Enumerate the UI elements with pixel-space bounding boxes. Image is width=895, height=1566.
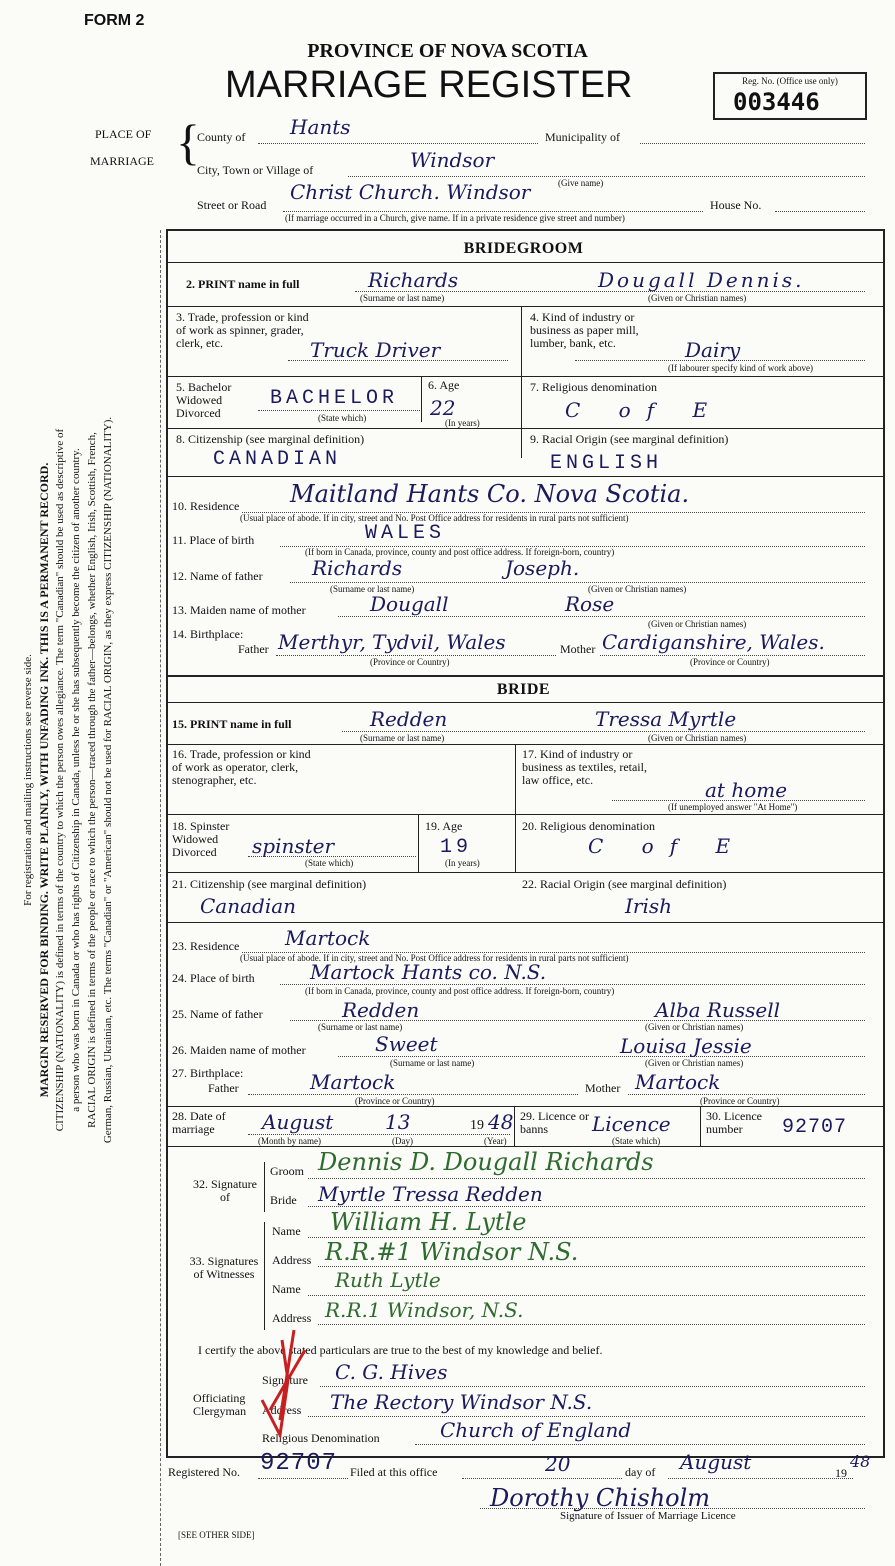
licence-type: Licence	[592, 1112, 671, 1136]
groom-mother-birth-caption: (Province or Country)	[690, 657, 770, 667]
margin-line-1: For registration and mailing instructions see reverse side.	[22, 654, 34, 906]
groom-mother-given-caption: (Given or Christian names)	[648, 619, 747, 629]
groom-trade-label: 3. Trade, profession or kind of work as spinner, grader, clerk, etc.	[176, 310, 309, 350]
margin-line-4: a person who was born in Canada or who has rights of Citizenship in Canada, unless he or she has subsequently become the citizen of another country.	[70, 448, 82, 1112]
place-of-label: PLACE OF	[95, 127, 152, 141]
groom-father-given: Joseph.	[505, 556, 580, 580]
see-other-side: [SEE OTHER SIDE]	[178, 1530, 255, 1540]
bride-father-surname: Redden	[342, 998, 420, 1022]
groom-father-surname: Richards	[312, 556, 403, 580]
groom-parents-birthplace-label: 14. Birthplace:	[172, 627, 244, 641]
marriage-date-label: 28. Date of marriage	[172, 1109, 226, 1136]
groom-father-label: 12. Name of father	[172, 569, 263, 583]
groom-given-names: Dougall Dennis.	[598, 268, 805, 292]
groom-residence-label: 10. Residence	[172, 499, 240, 513]
bride-father-given-caption: (Given or Christian names)	[645, 1022, 744, 1032]
bride-birthplace-caption: (If born in Canada, province, county and post office address. If foreign-born, country)	[305, 986, 615, 996]
bride-father-birthplace: Martock	[310, 1070, 396, 1094]
street-note: (If marriage occurred in a Church, give name. If in a private residence give street and number)	[285, 213, 625, 223]
bridegroom-heading: BRIDEGROOM	[463, 240, 584, 257]
groom-status: BACHELOR	[270, 387, 399, 410]
bride-surname-caption: (Surname or last name)	[360, 733, 445, 743]
licence-type-caption: (State which)	[612, 1136, 661, 1146]
groom-father-given-caption: (Given or Christian names)	[588, 584, 687, 594]
bride-mother-surname-caption: (Surname or last name)	[390, 1058, 475, 1068]
city-label: City, Town or Village of	[197, 163, 314, 177]
bride-mother-given: Louisa Jessie	[620, 1034, 752, 1058]
groom-industry-label: 4. Kind of industry or business as paper mill, lumber, bank, etc.	[530, 310, 639, 350]
w2-address-label: Address	[272, 1311, 312, 1325]
groom-father-birthplace: Merthyr, Tydvil, Wales	[278, 630, 506, 654]
margin-line-3: CITIZENSHIP (NATIONALITY) is defined in terms of the country to which the person owes allegiance. The term "Canadian" should be used as descriptive of	[54, 428, 66, 1132]
margin-instructions	[20, 40, 160, 1520]
reg-no-value: 003446	[733, 88, 820, 116]
groom-religion: C of E	[565, 398, 724, 422]
clergy-address-label: Address	[262, 1403, 302, 1417]
bride-mother-birth-label: Mother	[585, 1081, 621, 1095]
bride-mother-given-caption: (Given or Christian names)	[645, 1058, 744, 1068]
bride-citizenship-label: 21. Citizenship (see marginal definition)	[172, 877, 367, 891]
province-heading: PROVINCE OF NOVA SCOTIA	[307, 40, 588, 62]
filed-year-prefix: 19	[835, 1466, 847, 1480]
groom-birthplace-label: 11. Place of birth	[172, 533, 255, 547]
clergy-denomination: Church of England	[440, 1418, 632, 1442]
bride-name-label: 15. PRINT name in full	[172, 717, 292, 731]
margin-line-2: MARGIN RESERVED FOR BINDING. WRITE PLAINLY, WITH UNFADING INK. THIS IS A PERMANENT RECORD.	[37, 462, 51, 1098]
witness1-address: R.R.#1 Windsor N.S.	[325, 1238, 579, 1266]
clergy-address: The Rectory Windsor N.S.	[330, 1390, 593, 1414]
groom-citizenship-label: 8. Citizenship (see marginal definition)	[176, 432, 365, 446]
issuer-label: Signature of Issuer of Marriage Licence	[560, 1510, 736, 1522]
bride-father-given: Alba Russell	[655, 998, 781, 1022]
street-value: Christ Church. Windsor	[290, 180, 531, 204]
bride-heading: BRIDE	[496, 681, 551, 698]
marriage-year: 48	[488, 1110, 514, 1134]
groom-residence-caption: (Usual place of abode. If in city, street and No. Post Office address for residents in rural parts not sufficient)	[240, 513, 629, 523]
bride-father-surname-caption: (Surname or last name)	[318, 1022, 403, 1032]
margin-line-6: German, Russian, Ukrainian, etc. The terms "Canadian" or "American" should not be used for RACIAL ORIGIN, as they express CITIZENSHIP (NATIONALITY).	[102, 416, 114, 1144]
registered-no-label: Registered No.	[168, 1465, 240, 1479]
groom-age-caption: (In years)	[445, 418, 480, 428]
licence-number: 92707	[782, 1116, 848, 1139]
bride-birthplace: Martock Hants co. N.S.	[310, 960, 547, 984]
bride-citizenship: Canadian	[200, 894, 297, 918]
clergy-signature: C. G. Hives	[335, 1360, 448, 1384]
bride-given-names: Tressa Myrtle	[595, 707, 737, 731]
groom-signature: Dennis D. Dougall Richards	[318, 1148, 654, 1176]
bride-mother-surname: Sweet	[375, 1032, 438, 1056]
signature-of-label: 32. Signature of	[193, 1177, 257, 1204]
w2-name-label: Name	[272, 1282, 301, 1296]
groom-father-surname-caption: (Surname or last name)	[330, 584, 415, 594]
bride-status: spinster	[252, 834, 335, 858]
bride-age-label: 19. Age	[425, 819, 463, 833]
officiating-clergyman-label: Officiating Clergyman	[193, 1391, 247, 1418]
red-check-mark	[250, 1320, 320, 1440]
form-number: FORM 2	[84, 12, 145, 29]
bride-industry-label: 17. Kind of industry or business as textiles, retail, law office, etc.	[522, 747, 647, 787]
bride-father-birth-label: Father	[208, 1081, 239, 1095]
bride-racial-label: 22. Racial Origin (see marginal definition)	[522, 877, 727, 891]
groom-citizenship: CANADIAN	[213, 448, 342, 471]
groom-father-birth-caption: (Province or Country)	[370, 657, 450, 667]
bride-mother-birthplace: Martock	[635, 1070, 721, 1094]
marriage-year-prefix: 19	[470, 1118, 484, 1133]
groom-mother-birthplace: Cardiganshire, Wales.	[602, 630, 825, 654]
marriage-month: August	[262, 1110, 334, 1134]
bride-industry-caption: (If unemployed answer "At Home")	[668, 802, 798, 812]
bride-status-label: 18. Spinster Widowed Divorced	[172, 819, 230, 859]
bride-signature: Myrtle Tressa Redden	[318, 1182, 543, 1206]
bride-residence-caption: (Usual place of abode. If in city, street and No. Post Office address for residents in rural parts not sufficient)	[240, 953, 629, 963]
licence-type-label: 29. Licence or banns	[520, 1109, 589, 1136]
day-caption: (Day)	[392, 1136, 413, 1146]
bride-age-caption: (In years)	[445, 858, 480, 868]
groom-mother-given: Rose	[565, 592, 615, 616]
issuer-signature: Dorothy Chisholm	[490, 1484, 711, 1512]
witness2-address: R.R.1 Windsor, N.S.	[325, 1298, 524, 1322]
filed-day: 20	[545, 1452, 571, 1476]
bride-status-caption: (State which)	[305, 858, 354, 868]
municipality-label: Municipality of	[545, 130, 620, 144]
bride-residence-label: 23. Residence	[172, 939, 240, 953]
witness2-name: Ruth Lytle	[335, 1268, 441, 1292]
marriage-day: 13	[385, 1110, 411, 1134]
groom-father-birth-label: Father	[238, 642, 269, 656]
bride-mother-birth-caption: (Province or Country)	[700, 1096, 780, 1106]
groom-age: 22	[430, 396, 456, 420]
filed-year: 48	[850, 1452, 871, 1471]
groom-trade: Truck Driver	[310, 338, 441, 362]
reg-no-box	[713, 72, 867, 120]
groom-sig-label: Groom	[270, 1164, 304, 1178]
licence-number-label: 30. Licence number	[706, 1109, 762, 1136]
groom-surname-caption: (Surname or last name)	[360, 293, 445, 303]
groom-religion-label: 7. Religious denomination	[530, 380, 657, 394]
groom-racial-label: 9. Racial Origin (see marginal definition)	[530, 432, 729, 446]
give-name-caption: (Give name)	[558, 178, 604, 188]
groom-name-label: 2. PRINT name in full	[186, 277, 300, 291]
groom-surname: Richards	[368, 268, 459, 292]
house-label: House No.	[710, 198, 762, 212]
page-title: MARRIAGE REGISTER	[225, 64, 633, 106]
bride-industry: at home	[705, 778, 788, 802]
county-label: County of	[197, 130, 246, 144]
groom-industry: Dairy	[685, 338, 741, 362]
bride-parents-birthplace-label: 27. Birthplace:	[172, 1066, 244, 1080]
groom-mother-birth-label: Mother	[560, 642, 596, 656]
bride-religion: C of E	[588, 834, 747, 858]
reg-no-label: Reg. No. (Office use only)	[742, 76, 838, 86]
groom-given-caption: (Given or Christian names)	[648, 293, 747, 303]
bride-trade-label: 16. Trade, profession or kind of work as operator, clerk, stenographer, etc.	[172, 747, 311, 787]
witnesses-label: 33. Signatures of Witnesses	[189, 1254, 259, 1281]
bride-given-caption: (Given or Christian names)	[648, 733, 747, 743]
marriage-label: MARRIAGE	[90, 154, 155, 168]
w1-name-label: Name	[272, 1224, 301, 1238]
certify-statement: I certify the above stated particulars are true to the best of my knowledge and belief.	[198, 1343, 603, 1357]
clergy-signature-label: Signature	[262, 1373, 308, 1387]
day-of-label: day of	[625, 1465, 656, 1479]
margin-fold-line	[160, 230, 161, 1566]
groom-status-label: 5. Bachelor Widowed Divorced	[176, 380, 232, 420]
w1-address-label: Address	[272, 1253, 312, 1267]
margin-line-5: RACIAL ORIGIN is defined in terms of the people or race to which the person—traced through the father—belongs, whether English, Irish, Scottish, French,	[86, 432, 98, 1128]
groom-mother-surname: Dougall	[370, 592, 449, 616]
bride-surname: Redden	[370, 707, 448, 731]
street-label: Street or Road	[197, 198, 267, 212]
groom-birthplace: WALES	[365, 522, 446, 545]
religious-denomination-label: Religious Denomination	[262, 1431, 380, 1445]
groom-status-caption: (State which)	[318, 413, 367, 423]
bride-birthplace-label: 24. Place of birth	[172, 971, 255, 985]
bride-residence: Martock	[285, 926, 371, 950]
bride-age: 19	[440, 836, 473, 859]
witness1-name: William H. Lytle	[330, 1208, 527, 1236]
bride-racial: Irish	[625, 894, 673, 918]
groom-mother-label: 13. Maiden name of mother	[172, 603, 306, 617]
bride-sig-label: Bride	[270, 1193, 297, 1207]
bride-father-birth-caption: (Province or Country)	[355, 1096, 435, 1106]
groom-residence: Maitland Hants Co. Nova Scotia.	[290, 480, 690, 508]
year-caption: (Year)	[484, 1136, 507, 1146]
groom-age-label: 6. Age	[428, 378, 460, 392]
groom-racial: ENGLISH	[550, 452, 663, 475]
bride-religion-label: 20. Religious denomination	[522, 819, 655, 833]
registered-no-value: 92707	[260, 1450, 338, 1477]
filed-month: August	[680, 1450, 752, 1474]
county-value: Hants	[290, 115, 351, 139]
filed-label: Filed at this office	[350, 1465, 438, 1479]
groom-industry-caption: (If labourer specify kind of work above)	[668, 363, 813, 373]
city-value: Windsor	[410, 148, 495, 172]
bride-father-label: 25. Name of father	[172, 1007, 263, 1021]
bride-mother-label: 26. Maiden name of mother	[172, 1043, 306, 1057]
month-caption: (Month by name)	[258, 1136, 321, 1146]
place-brace: {	[176, 114, 200, 170]
groom-birthplace-caption: (If born in Canada, province, county and post office address. If foreign-born, country)	[305, 547, 615, 557]
